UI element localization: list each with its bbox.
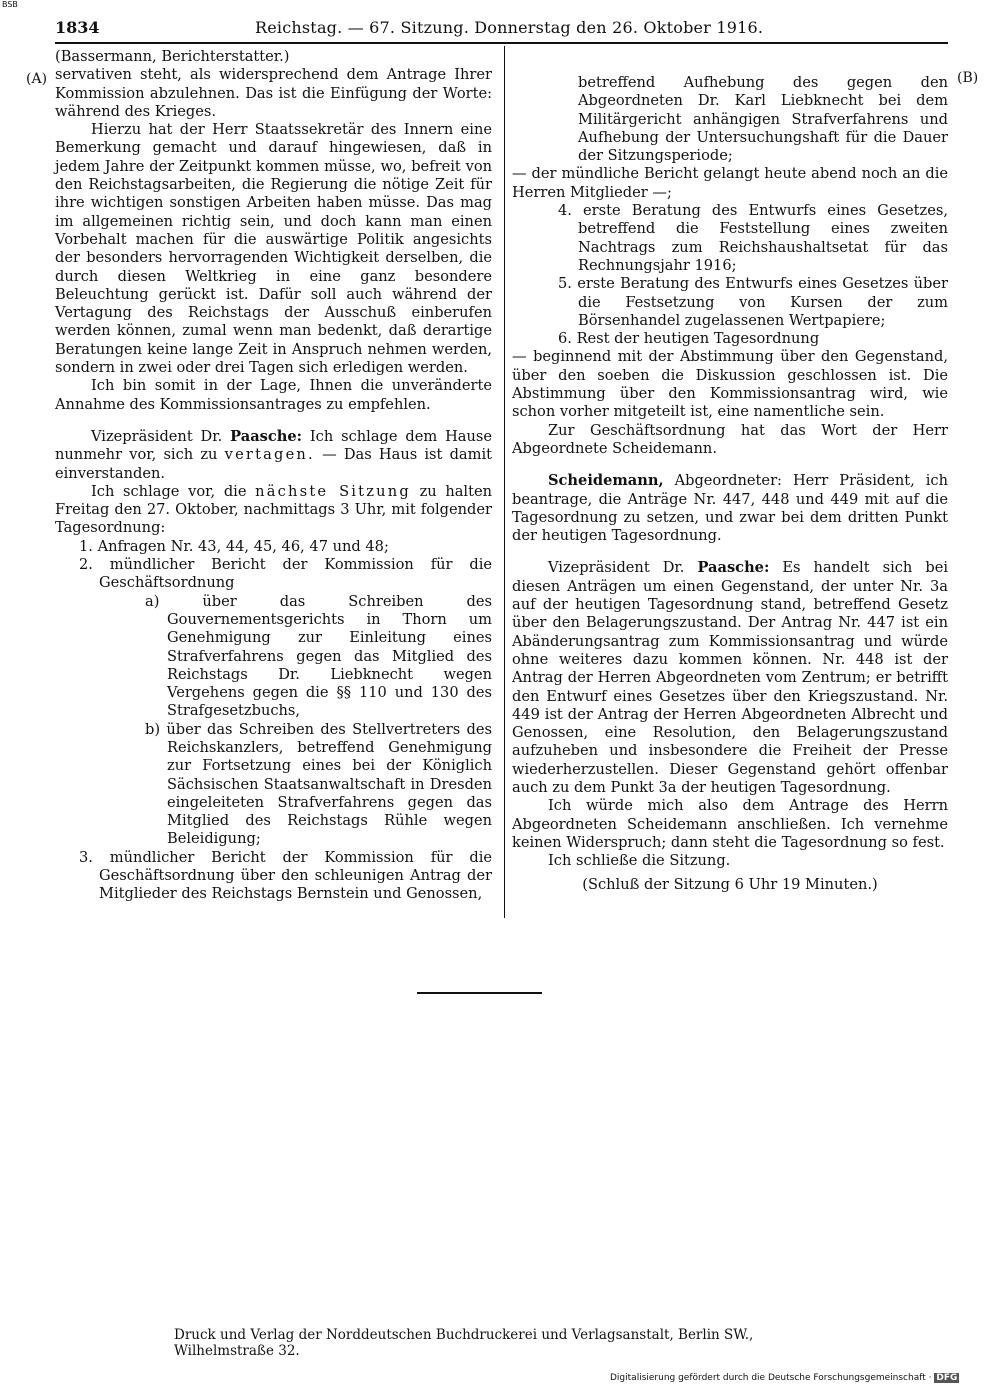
vp-statement: [512, 559, 948, 797]
paragraph: Hierzu hat der Herr Staatssekretär des Innern eine Bemerkung gemacht und darauf hingewiesen, daß in jedem Jahre der Zeitpunkt kommen müsse, wo, befreit von den Reichstagsarbeiten, die Regierung die nötige Zeit für ihre wichtigen sonstigen Arbeiten haben müsse. Das mag im allgemeinen richtig sein, und doch kann man einen Vorbehalt machen für die auswärtige Politik angesichts der besonders hervorragenden Wichtigkeit derselben, die durch diesen Weltkrieg in eine ganz besondere Beleuchtung gerückt ist. Dafür soll auch während der Vertagung des Reichstags der Ausschuß einberufen werden können, zumal wenn man bedenkt, daß derartige Beratungen keine lange Zeit in Anspruch nehmen werden, sondern in zwei oder drei Tagen sich erledigen werden.: [55, 121, 492, 377]
left-column: [55, 48, 492, 904]
margin-mark-left: (A): [26, 71, 48, 87]
paragraph: Ich würde mich also dem Antrage des Herrn Abgeordneten Scheidemann anschließen. Ich vernehme keinen Widerspruch; dann steht die Tagesordnung so fest.: [512, 797, 948, 851]
agenda-item: 1. Anfragen Nr. 43, 44, 45, 46, 47 und 48;: [79, 537, 389, 555]
imprint: Druck und Verlag der Norddeutschen Buchdruckerei und Verlagsanstalt, Berlin SW., Wilhelmstraße 32.: [174, 1327, 754, 1359]
dfg-text: Digitalisierung gefördert durch die Deutsche Forschungsgemeinschaft ·: [610, 1373, 932, 1383]
agenda-item-continuation: betreffend Aufhebung des gegen den Abgeordneten Dr. Karl Liebknecht bei dem Militärgericht anhängigen Strafverfahrens und Aufhebung der Untersuchungshaft für die Dauer der Sitzungsperiode;: [578, 74, 948, 165]
scheidemann-statement: [512, 472, 948, 545]
column-divider: [504, 46, 505, 918]
statement-text: Es handelt sich bei diesen Anträgen um einen Gegenstand, der unter Nr. 3a auf der heutigen Tagesordnung stand, betreffend Gesetz über den Belagerungszustand. Der Antrag Nr. 447 ist ein Abänderungsantrag zum Kommissionsantrag und würde ohne weiteres dazu kommen können. Nr. 448 ist der Antrag der Herren Abgeordneten vom Zentrum; er betrifft den Entwurf eines Gesetzes über den Kriegszustand. Nr. 449 ist der Antrag der Herren Abgeordneten Albrecht und Genossen, eine Resolution, den Belagerungszustand aufzuheben und insbesondere die Freiheit der Presse wiederherzustellen. Dieser Gegenstand gehört offenbar auch zu dem Punkt 3a der heutigen Tagesordnung.: [512, 559, 948, 796]
page-header: [55, 18, 948, 42]
speaker-name: Scheidemann,: [548, 472, 664, 490]
statement-text: Ich schlage vor, die: [91, 482, 247, 500]
speaker-name: Paasche:: [230, 427, 303, 445]
page-number: 1834: [55, 18, 100, 37]
agenda-item: 2. mündlicher Bericht der Kommission für die Geschäftsordnung: [79, 556, 492, 592]
header-rule: [55, 42, 948, 44]
agenda-item: 5. erste Beratung des Entwurfs eines Gesetzes über die Festsetzung von Kursen der zum Börsenhandel zugelassenen Wertpapiere;: [558, 275, 948, 329]
agenda-subitem: b) über das Schreiben des Stellvertreters des Reichskanzlers, betreffend Genehmigung zur Fortsetzung eines bei der Königlich Sächsischen Staatsanwaltschaft in Dresden eingeleiteten Strafverfahrens gegen das Mitglied des Reichstags Rühle wegen Beleidigung;: [145, 720, 492, 848]
emphasis-text: nächste Sitzung: [255, 482, 411, 500]
vp-statement: [55, 428, 492, 483]
statement-text: Ich schlage dem Hause nunmehr vor, sich zu: [55, 427, 493, 464]
paragraph: Zur Geschäftsordnung hat das Wort der Herr Abgeordnete Scheidemann.: [512, 421, 948, 457]
agenda-note: — der mündliche Bericht gelangt heute abend noch an die Herren Mitglieder —;: [512, 165, 948, 201]
agenda-item: 3. mündlicher Bericht der Kommission für die Geschäftsordnung über den schleunigen Antrag der Mitglieder des Reichstags Bernstein und Genossen,: [79, 848, 492, 903]
agenda-item: 6. Rest der heutigen Tagesordnung: [558, 330, 820, 348]
agenda-intro: [55, 483, 492, 538]
emphasis-text: vertagen.: [224, 446, 315, 464]
statement-text: — Das Haus ist damit einverstanden.: [55, 446, 493, 482]
library-watermark: BSB: [2, 0, 18, 9]
agenda-item: 4. erste Beratung des Entwurfs eines Gesetzes, betreffend die Feststellung eines zweiten Nachtrags zum Reichshaushaltsetat für das Rechnungsjahr 1916;: [558, 202, 948, 274]
statement-text: zu halten Freitag den 27. Oktober, nachmittags 3 Uhr, mit folgender Tagesordnung:: [55, 482, 492, 537]
speaker-intro: Vizepräsident Dr.: [91, 427, 223, 445]
paragraph: Ich schließe die Sitzung.: [548, 852, 731, 870]
paragraph: — beginnend mit der Abstimmung über den Gegenstand, über den soeben die Diskussion geschlossen ist. Die Abstimmung über den Kommissionsantrag wird, wie schon vorher mitgeteilt ist, eine namentliche sein.: [512, 348, 948, 421]
agenda-subitem: a) über das Schreiben des Gouvernementsgerichts in Thorn um Genehmigung zur Einleitung eines Strafverfahrens gegen das Mitglied des Reichstags Dr. Liebknecht wegen Vergehens gegen die §§ 110 und 130 des Strafgesetzbuchs,: [145, 592, 492, 720]
dfg-logo: DFG: [936, 1373, 958, 1383]
dfg-credit: [610, 1373, 959, 1383]
session-closing: (Schluß der Sitzung 6 Uhr 19 Minuten.): [582, 876, 878, 894]
paragraph: servativen steht, als widersprechend dem Antrage Ihrer Kommission abzulehnen. Das ist die Einfügung der Worte: während des Krieges.: [55, 66, 492, 120]
statement-text: Abgeordneter: Herr Präsident, ich beantrage, die Anträge Nr. 447, 448 und 449 mit auf die Tagesordnung zu setzen, und zwar bei dem dritten Punkt der heutigen Tagesordnung.: [512, 472, 949, 545]
end-rule: [417, 992, 542, 994]
speaker-line: (Bassermann, Berichterstatter.): [55, 48, 290, 65]
running-head: Reichstag. — 67. Sitzung. Donnerstag den 26. Oktober 1916.: [255, 18, 764, 37]
margin-mark-right: (B): [957, 70, 979, 86]
speaker-name: Paasche:: [697, 559, 770, 577]
right-column: [512, 74, 948, 895]
paragraph: Ich bin somit in der Lage, Ihnen die unveränderte Annahme des Kommissionsantrages zu empfehlen.: [55, 377, 492, 413]
speaker-intro: Vizepräsident Dr.: [548, 559, 685, 577]
